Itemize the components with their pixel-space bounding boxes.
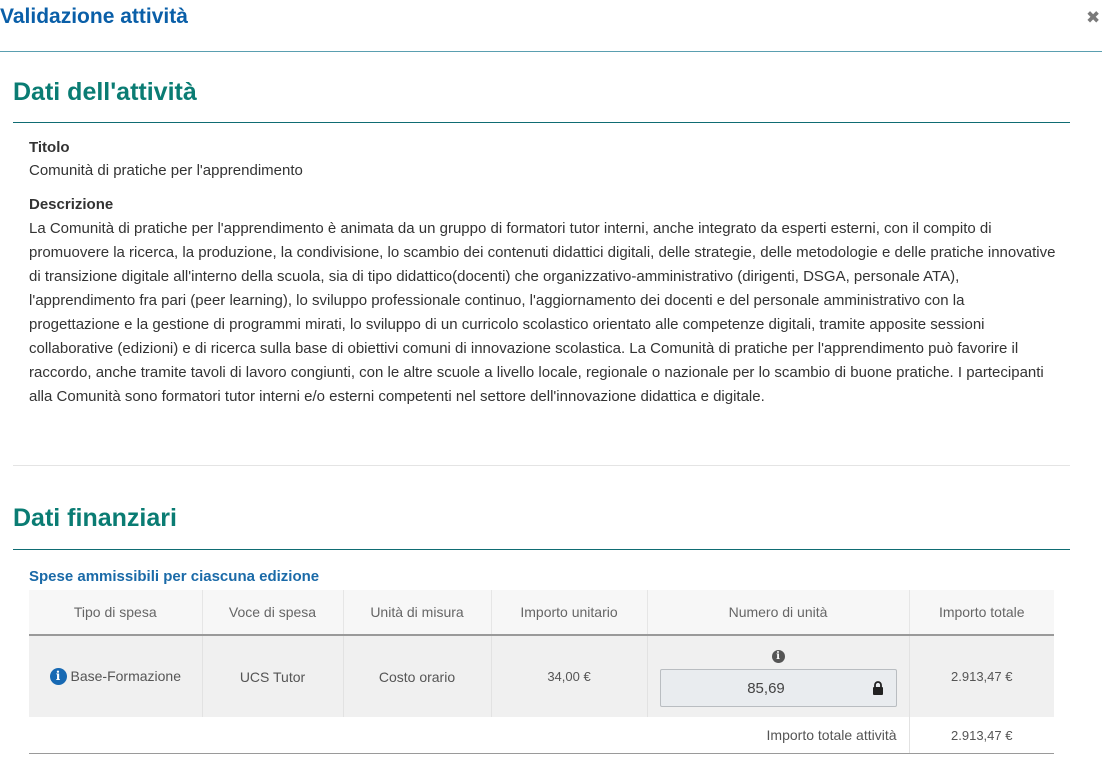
column-header: Importo unitario — [491, 590, 647, 635]
total-row — [29, 717, 1054, 754]
total-activity-label: Importo totale attività — [647, 717, 909, 754]
lock-icon — [872, 681, 884, 695]
financial-section-divider — [13, 549, 1070, 550]
column-header: Tipo di spesa — [29, 590, 202, 635]
modal-title: Validazione attività — [0, 5, 188, 28]
expense-type-cell — [29, 635, 202, 717]
section-separator — [13, 465, 1070, 466]
units-cell — [647, 635, 909, 717]
expenses-table — [29, 590, 1054, 754]
description-label: Descrizione — [29, 196, 114, 213]
units-input[interactable] — [660, 669, 897, 707]
activity-section-divider — [13, 122, 1070, 123]
info-icon[interactable]: i — [50, 668, 67, 685]
table-header-row — [29, 590, 1054, 635]
expenses-subtitle: Spese ammissibili per ciascuna edizione — [29, 568, 320, 585]
table-row — [29, 635, 1054, 717]
activity-section-title: Dati dell'attività — [13, 78, 197, 106]
modal-header — [0, 0, 1102, 52]
unit-amount: 34,00 € — [491, 635, 647, 717]
column-header: Numero di unità — [647, 590, 909, 635]
total-amount: 2.913,47 € — [909, 635, 1054, 717]
financial-section-title: Dati finanziari — [13, 504, 177, 532]
description-value: La Comunità di pratiche per l'apprendimento è animata da un gruppo di formatori tutor interni, anche integrato da esperti esterni, con il compito di promuovere la ricerca, la produzione, la condivisione, lo scambio dei contenuti didattici digitali, delle strategie, delle metodologie e delle pratiche innovative di transizione digitale all'interno della scuola, sia di tipo didattico(docenti) che organizzativo-amministrativo (dirigenti, DSGA, personale ATA), l'apprendimento fra pari (peer learning), lo sviluppo professionale continuo, l'aggiornamento dei docenti e del personale amministrativo con la progettazione e la gestione di programmi mirati, lo sviluppo di un curricolo scolastico orientato alle competenze digitali, tramite apposite sessioni collaborative (edizioni) e di ricerca sulla base di obiettivi comuni di innovazione scolastica. La Comunità di pratiche per l'apprendimento può favorire il raccordo, anche tramite tavoli di lavoro congiunti, con le altre scuole a livello locale, regionale o nazionale per lo scambio di buone pratiche. I partecipanti alla Comunità sono formatori tutor interni e/o esterni competenti nel settore dell'innovazione didattica e digitale. — [29, 220, 1056, 405]
unit-of-measure: Costo orario — [343, 635, 491, 717]
column-header: Voce di spesa — [202, 590, 343, 635]
title-value: Comunità di pratiche per l'apprendimento — [29, 162, 303, 179]
title-label: Titolo — [29, 139, 70, 156]
expense-item: UCS Tutor — [202, 635, 343, 717]
column-header: Unità di misura — [343, 590, 491, 635]
total-activity-value: 2.913,47 € — [909, 717, 1054, 754]
info-icon[interactable]: i — [772, 650, 785, 663]
expense-type: Base-Formazione — [70, 667, 181, 684]
column-header: Importo totale — [909, 590, 1054, 635]
close-icon[interactable]: ✖ — [1086, 8, 1101, 27]
